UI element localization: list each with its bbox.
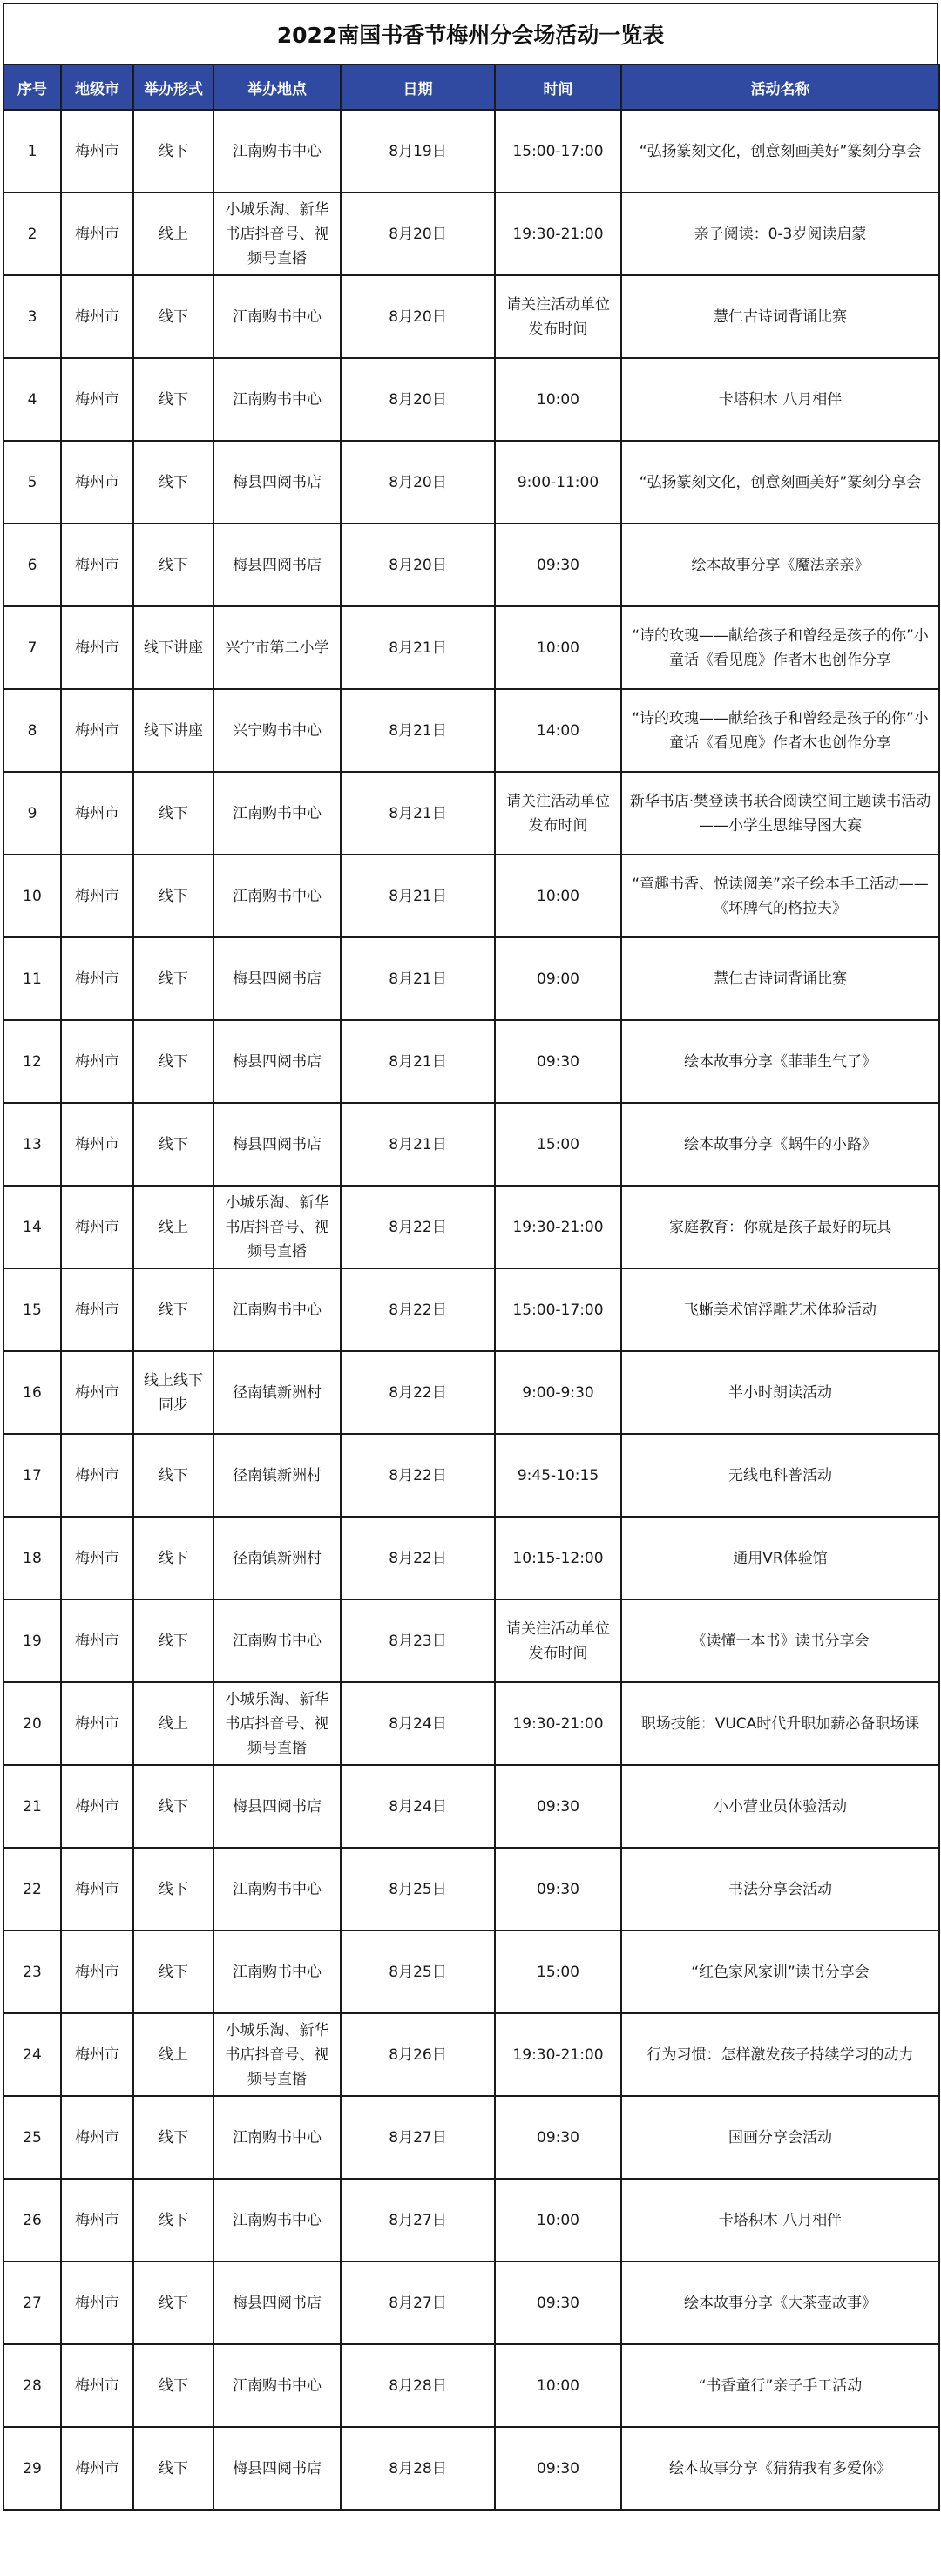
cell-city: 梅州市 <box>61 689 133 772</box>
cell-city: 梅州市 <box>61 524 133 606</box>
cell-date: 8月24日 <box>341 1765 495 1848</box>
cell-city: 梅州市 <box>61 358 133 441</box>
activity-sheet <box>3 3 938 2511</box>
table-row <box>3 358 939 441</box>
table-row <box>3 110 939 193</box>
cell-index: 28 <box>3 2344 61 2427</box>
cell-format: 线上 <box>133 2013 213 2096</box>
header-city: 地级市 <box>61 64 133 110</box>
cell-venue: 小城乐淘、新华书店抖音号、视频号直播 <box>213 193 341 275</box>
cell-venue: 梅县四阅书店 <box>213 937 341 1020</box>
cell-date: 8月21日 <box>341 1103 495 1186</box>
cell-time: 09:00 <box>495 937 621 1020</box>
cell-index: 18 <box>3 1517 61 1599</box>
table-row <box>3 772 939 855</box>
cell-city: 梅州市 <box>61 1020 133 1103</box>
cell-venue: 江南购书中心 <box>213 1848 341 1930</box>
cell-venue: 梅县四阅书店 <box>213 441 341 524</box>
cell-index: 22 <box>3 1848 61 1930</box>
cell-index: 25 <box>3 2096 61 2179</box>
table-row <box>3 1682 939 1765</box>
cell-index: 16 <box>3 1351 61 1434</box>
header-venue: 举办地点 <box>213 64 341 110</box>
table-row <box>3 1599 939 1682</box>
cell-city: 梅州市 <box>61 1268 133 1351</box>
cell-city: 梅州市 <box>61 441 133 524</box>
cell-format: 线下 <box>133 1930 213 2013</box>
cell-format: 线下讲座 <box>133 689 213 772</box>
cell-format: 线下 <box>133 2179 213 2262</box>
cell-city: 梅州市 <box>61 772 133 855</box>
cell-city: 梅州市 <box>61 1434 133 1517</box>
table-row <box>3 1848 939 1930</box>
cell-city: 梅州市 <box>61 110 133 193</box>
cell-format: 线下 <box>133 1020 213 1103</box>
cell-activity-name: 通用VR体验馆 <box>621 1517 939 1599</box>
cell-date: 8月22日 <box>341 1186 495 1268</box>
cell-city: 梅州市 <box>61 2013 133 2096</box>
cell-time: 10:00 <box>495 606 621 689</box>
cell-format: 线上 <box>133 1186 213 1268</box>
cell-city: 梅州市 <box>61 606 133 689</box>
cell-venue: 小城乐淘、新华书店抖音号、视频号直播 <box>213 1186 341 1268</box>
table-row <box>3 193 939 275</box>
cell-index: 12 <box>3 1020 61 1103</box>
cell-index: 15 <box>3 1268 61 1351</box>
cell-format: 线下 <box>133 937 213 1020</box>
cell-time: 09:30 <box>495 2262 621 2344</box>
cell-time: 19:30-21:00 <box>495 1682 621 1765</box>
cell-activity-name: 职场技能：VUCA时代升职加薪必备职场课 <box>621 1682 939 1765</box>
cell-activity-name: 慧仁古诗词背诵比赛 <box>621 275 939 358</box>
table-row <box>3 2179 939 2262</box>
cell-city: 梅州市 <box>61 1682 133 1765</box>
header-index: 序号 <box>3 64 61 110</box>
cell-date: 8月21日 <box>341 937 495 1020</box>
cell-time: 15:00 <box>495 1930 621 2013</box>
cell-time: 09:30 <box>495 524 621 606</box>
cell-time: 10:15-12:00 <box>495 1517 621 1599</box>
cell-date: 8月19日 <box>341 110 495 193</box>
table-row <box>3 606 939 689</box>
cell-city: 梅州市 <box>61 855 133 937</box>
cell-index: 26 <box>3 2179 61 2262</box>
table-row <box>3 1103 939 1186</box>
cell-venue: 梅县四阅书店 <box>213 524 341 606</box>
cell-format: 线下 <box>133 1103 213 1186</box>
cell-index: 24 <box>3 2013 61 2096</box>
cell-activity-name: 半小时朗读活动 <box>621 1351 939 1434</box>
page-title: 2022南国书香节梅州分会场活动一览表 <box>3 3 938 64</box>
cell-index: 7 <box>3 606 61 689</box>
table-row <box>3 1765 939 1848</box>
cell-activity-name: 卡塔积木 八月相伴 <box>621 358 939 441</box>
cell-format: 线下 <box>133 2262 213 2344</box>
cell-venue: 梅县四阅书店 <box>213 1765 341 1848</box>
cell-index: 13 <box>3 1103 61 1186</box>
cell-time: 09:30 <box>495 1020 621 1103</box>
cell-time: 19:30-21:00 <box>495 1186 621 1268</box>
cell-index: 11 <box>3 937 61 1020</box>
cell-city: 梅州市 <box>61 1103 133 1186</box>
table-header <box>3 64 939 110</box>
cell-format: 线下 <box>133 1848 213 1930</box>
cell-date: 8月22日 <box>341 1517 495 1599</box>
cell-activity-name: “诗的玫瑰——献给孩子和曾经是孩子的你”小童话《看见鹿》作者木也创作分享 <box>621 606 939 689</box>
cell-time: 请关注活动单位发布时间 <box>495 275 621 358</box>
cell-index: 29 <box>3 2427 61 2510</box>
cell-date: 8月22日 <box>341 1434 495 1517</box>
cell-venue: 径南镇新洲村 <box>213 1351 341 1434</box>
cell-activity-name: “弘扬篆刻文化，创意刻画美好”篆刻分享会 <box>621 110 939 193</box>
cell-date: 8月27日 <box>341 2262 495 2344</box>
table-row <box>3 1517 939 1599</box>
cell-format: 线下 <box>133 2096 213 2179</box>
cell-index: 23 <box>3 1930 61 2013</box>
cell-format: 线下 <box>133 2427 213 2510</box>
cell-venue: 兴宁市第二小学 <box>213 606 341 689</box>
cell-time: 09:30 <box>495 1848 621 1930</box>
cell-venue: 径南镇新洲村 <box>213 1517 341 1599</box>
cell-date: 8月23日 <box>341 1599 495 1682</box>
cell-date: 8月20日 <box>341 524 495 606</box>
table-row <box>3 1020 939 1103</box>
activity-table <box>3 64 940 2511</box>
cell-venue: 江南购书中心 <box>213 1930 341 2013</box>
cell-activity-name: 绘本故事分享《大茶壶故事》 <box>621 2262 939 2344</box>
cell-format: 线下 <box>133 855 213 937</box>
cell-activity-name: 卡塔积木 八月相伴 <box>621 2179 939 2262</box>
table-row <box>3 2096 939 2179</box>
cell-venue: 兴宁购书中心 <box>213 689 341 772</box>
cell-time: 9:00-11:00 <box>495 441 621 524</box>
cell-city: 梅州市 <box>61 193 133 275</box>
table-row <box>3 1930 939 2013</box>
cell-city: 梅州市 <box>61 1930 133 2013</box>
cell-venue: 江南购书中心 <box>213 110 341 193</box>
cell-time: 请关注活动单位发布时间 <box>495 1599 621 1682</box>
cell-venue: 梅县四阅书店 <box>213 1020 341 1103</box>
cell-index: 1 <box>3 110 61 193</box>
cell-activity-name: 绘本故事分享《蜗牛的小路》 <box>621 1103 939 1186</box>
cell-activity-name: 国画分享会活动 <box>621 2096 939 2179</box>
cell-date: 8月21日 <box>341 689 495 772</box>
cell-format: 线下 <box>133 441 213 524</box>
cell-activity-name: 亲子阅读：0-3岁阅读启蒙 <box>621 193 939 275</box>
cell-format: 线下 <box>133 1765 213 1848</box>
cell-time: 15:00 <box>495 1103 621 1186</box>
cell-venue: 江南购书中心 <box>213 358 341 441</box>
table-row <box>3 689 939 772</box>
cell-venue: 江南购书中心 <box>213 1599 341 1682</box>
cell-format: 线上 <box>133 193 213 275</box>
cell-date: 8月21日 <box>341 1020 495 1103</box>
cell-index: 8 <box>3 689 61 772</box>
cell-format: 线下 <box>133 1268 213 1351</box>
cell-city: 梅州市 <box>61 1517 133 1599</box>
cell-activity-name: 《读懂一本书》读书分享会 <box>621 1599 939 1682</box>
cell-format: 线下 <box>133 275 213 358</box>
cell-activity-name: “诗的玫瑰——献给孩子和曾经是孩子的你”小童话《看见鹿》作者木也创作分享 <box>621 689 939 772</box>
cell-venue: 江南购书中心 <box>213 855 341 937</box>
cell-activity-name: 绘本故事分享《魔法亲亲》 <box>621 524 939 606</box>
header-activity: 活动名称 <box>621 64 939 110</box>
cell-index: 21 <box>3 1765 61 1848</box>
cell-city: 梅州市 <box>61 1765 133 1848</box>
cell-city: 梅州市 <box>61 275 133 358</box>
cell-venue: 江南购书中心 <box>213 1268 341 1351</box>
cell-format: 线下 <box>133 772 213 855</box>
cell-activity-name: 绘本故事分享《猜猜我有多爱你》 <box>621 2427 939 2510</box>
cell-date: 8月26日 <box>341 2013 495 2096</box>
cell-index: 4 <box>3 358 61 441</box>
cell-time: 9:00-9:30 <box>495 1351 621 1434</box>
cell-city: 梅州市 <box>61 2179 133 2262</box>
cell-date: 8月21日 <box>341 606 495 689</box>
cell-date: 8月21日 <box>341 855 495 937</box>
cell-venue: 江南购书中心 <box>213 772 341 855</box>
cell-date: 8月20日 <box>341 275 495 358</box>
cell-city: 梅州市 <box>61 2344 133 2427</box>
table-row <box>3 2427 939 2510</box>
table-row <box>3 1268 939 1351</box>
cell-activity-name: 家庭教育：你就是孩子最好的玩具 <box>621 1186 939 1268</box>
cell-activity-name: 慧仁古诗词背诵比赛 <box>621 937 939 1020</box>
cell-date: 8月20日 <box>341 358 495 441</box>
cell-venue: 江南购书中心 <box>213 2096 341 2179</box>
cell-city: 梅州市 <box>61 1351 133 1434</box>
cell-index: 20 <box>3 1682 61 1765</box>
cell-format: 线下讲座 <box>133 606 213 689</box>
cell-time: 15:00-17:00 <box>495 110 621 193</box>
cell-format: 线下 <box>133 110 213 193</box>
cell-date: 8月25日 <box>341 1848 495 1930</box>
cell-time: 09:30 <box>495 1765 621 1848</box>
table-row <box>3 275 939 358</box>
cell-index: 19 <box>3 1599 61 1682</box>
cell-date: 8月27日 <box>341 2096 495 2179</box>
cell-date: 8月22日 <box>341 1268 495 1351</box>
cell-index: 2 <box>3 193 61 275</box>
cell-city: 梅州市 <box>61 2262 133 2344</box>
cell-time: 请关注活动单位发布时间 <box>495 772 621 855</box>
cell-activity-name: 书法分享会活动 <box>621 1848 939 1930</box>
cell-date: 8月22日 <box>341 1351 495 1434</box>
cell-venue: 梅县四阅书店 <box>213 2262 341 2344</box>
cell-activity-name: 新华书店·樊登读书联合阅读空间主题读书活动——小学生思维导图大赛 <box>621 772 939 855</box>
cell-venue: 径南镇新洲村 <box>213 1434 341 1517</box>
cell-time: 14:00 <box>495 689 621 772</box>
cell-venue: 梅县四阅书店 <box>213 1103 341 1186</box>
cell-format: 线下 <box>133 1599 213 1682</box>
cell-time: 19:30-21:00 <box>495 193 621 275</box>
table-row <box>3 937 939 1020</box>
cell-format: 线下 <box>133 524 213 606</box>
header-date: 日期 <box>341 64 495 110</box>
cell-activity-name: 小小营业员体验活动 <box>621 1765 939 1848</box>
table-row <box>3 2013 939 2096</box>
cell-date: 8月21日 <box>341 772 495 855</box>
cell-activity-name: “书香童行”亲子手工活动 <box>621 2344 939 2427</box>
cell-city: 梅州市 <box>61 2096 133 2179</box>
cell-activity-name: “红色家风家训”读书分享会 <box>621 1930 939 2013</box>
table-row <box>3 1434 939 1517</box>
cell-time: 10:00 <box>495 358 621 441</box>
cell-city: 梅州市 <box>61 1599 133 1682</box>
cell-index: 14 <box>3 1186 61 1268</box>
cell-city: 梅州市 <box>61 1848 133 1930</box>
cell-time: 09:30 <box>495 2427 621 2510</box>
cell-format: 线下 <box>133 1434 213 1517</box>
cell-time: 09:30 <box>495 2096 621 2179</box>
cell-date: 8月20日 <box>341 193 495 275</box>
header-format: 举办形式 <box>133 64 213 110</box>
cell-city: 梅州市 <box>61 937 133 1020</box>
cell-time: 19:30-21:00 <box>495 2013 621 2096</box>
cell-date: 8月28日 <box>341 2344 495 2427</box>
cell-time: 10:00 <box>495 2179 621 2262</box>
cell-format: 线上 <box>133 1682 213 1765</box>
cell-index: 10 <box>3 855 61 937</box>
table-row <box>3 524 939 606</box>
table-row <box>3 1351 939 1434</box>
cell-index: 3 <box>3 275 61 358</box>
cell-city: 梅州市 <box>61 1186 133 1268</box>
cell-format: 线下 <box>133 1517 213 1599</box>
header-row <box>3 64 939 110</box>
table-body <box>3 110 939 2510</box>
cell-date: 8月27日 <box>341 2179 495 2262</box>
cell-date: 8月24日 <box>341 1682 495 1765</box>
cell-index: 17 <box>3 1434 61 1517</box>
cell-index: 6 <box>3 524 61 606</box>
cell-activity-name: 无线电科普活动 <box>621 1434 939 1517</box>
cell-format: 线下 <box>133 358 213 441</box>
cell-date: 8月25日 <box>341 1930 495 2013</box>
cell-activity-name: “弘扬篆刻文化，创意刻画美好”篆刻分享会 <box>621 441 939 524</box>
table-row <box>3 855 939 937</box>
cell-city: 梅州市 <box>61 2427 133 2510</box>
cell-time: 10:00 <box>495 855 621 937</box>
cell-time: 9:45-10:15 <box>495 1434 621 1517</box>
cell-index: 9 <box>3 772 61 855</box>
cell-index: 27 <box>3 2262 61 2344</box>
cell-format: 线下 <box>133 2344 213 2427</box>
cell-venue: 小城乐淘、新华书店抖音号、视频号直播 <box>213 1682 341 1765</box>
cell-venue: 江南购书中心 <box>213 2179 341 2262</box>
cell-date: 8月20日 <box>341 441 495 524</box>
table-row <box>3 2344 939 2427</box>
cell-activity-name: 绘本故事分享《菲菲生气了》 <box>621 1020 939 1103</box>
table-row <box>3 2262 939 2344</box>
cell-index: 5 <box>3 441 61 524</box>
table-row <box>3 441 939 524</box>
cell-time: 10:00 <box>495 2344 621 2427</box>
cell-activity-name: 飞蜥美术馆浮雕艺术体验活动 <box>621 1268 939 1351</box>
cell-format: 线上线下同步 <box>133 1351 213 1434</box>
cell-activity-name: “童趣书香、悦读阅美”亲子绘本手工活动——《坏脾气的格拉夫》 <box>621 855 939 937</box>
table-row <box>3 1186 939 1268</box>
cell-venue: 小城乐淘、新华书店抖音号、视频号直播 <box>213 2013 341 2096</box>
cell-date: 8月28日 <box>341 2427 495 2510</box>
cell-activity-name: 行为习惯：怎样激发孩子持续学习的动力 <box>621 2013 939 2096</box>
cell-time: 15:00-17:00 <box>495 1268 621 1351</box>
cell-venue: 江南购书中心 <box>213 2344 341 2427</box>
cell-venue: 梅县四阅书店 <box>213 2427 341 2510</box>
cell-venue: 江南购书中心 <box>213 275 341 358</box>
header-time: 时间 <box>495 64 621 110</box>
